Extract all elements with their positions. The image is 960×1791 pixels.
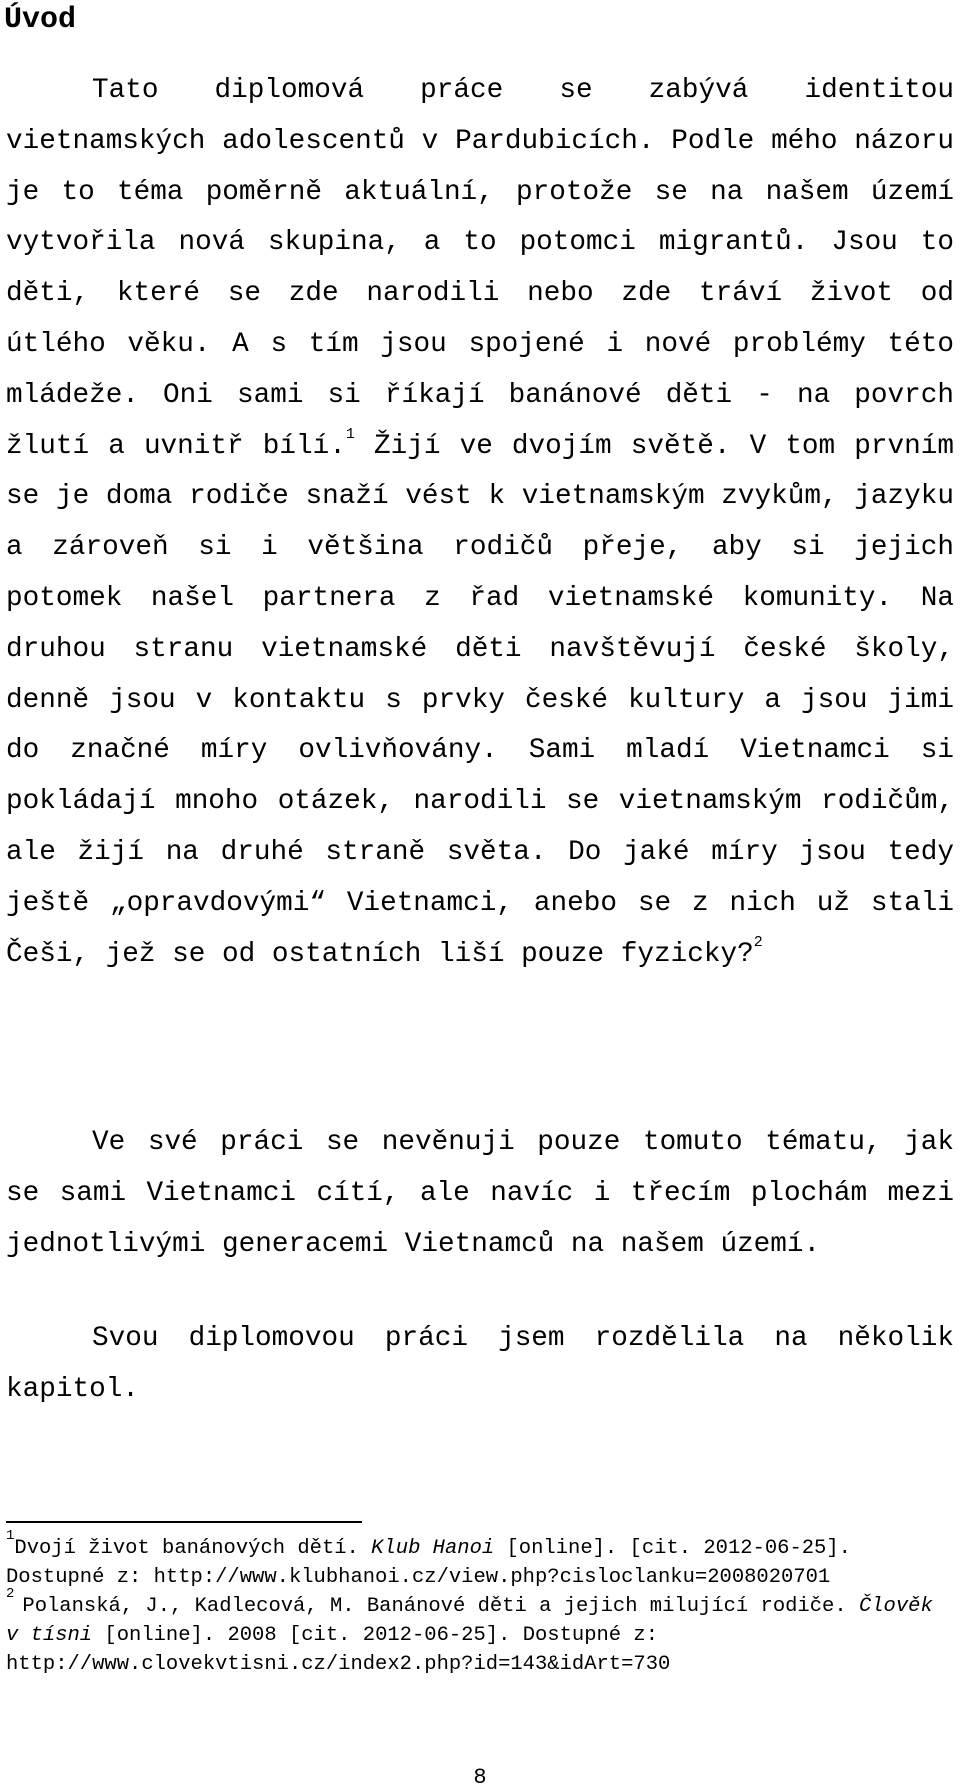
footnote-2-source-title: Člověk v tísni xyxy=(6,1595,933,1647)
footnote-1-number: 1 xyxy=(6,1528,15,1545)
footnote-2-citation[interactable]: [online]. 2008 [cit. 2012-06-25]. Dostupné z: http://www.clovekvtisni.cz/index2.php?id=143&idArt=730 xyxy=(6,1624,671,1676)
footnote-separator xyxy=(6,1521,362,1523)
footnote-1 xyxy=(6,1528,936,1592)
page-number: 8 xyxy=(473,1765,487,1790)
paragraph-1-text-b: Žijí ve dvojím světě. V tom prvním se je doma rodiče snaží vést k vietnamským zvykům, jazyku a zároveň si i většina rodičů přeje, aby si jejich potomek našel partnera z řad vietnamské komunity. Na druhou stranu vietnamské děti navštěvují české školy, denně jsou v kontaktu s prvky české kultury a jsou jimi do značné míry ovlivňovány. Sami mladí Vietnamci si pokládají mnoho otázek, narodili se vietnamským rodičům, ale žijí na druhé straně světa. Do jaké míry jsou tedy ještě „opravdovými“ Vietnamci, anebo se z nich už stali Češi, jež se od ostatních liší pouze fyzicky? xyxy=(6,430,954,970)
section-heading: Úvod xyxy=(4,3,77,37)
intro-paragraph-3: Svou diplomovou práci jsem rozdělila na několik kapitol. xyxy=(6,1323,954,1405)
footnotes-section xyxy=(6,1528,936,1679)
footnote-2 xyxy=(6,1586,936,1679)
intro-paragraph-1 xyxy=(6,66,954,980)
footnote-1-citation[interactable]: [online]. [cit. 2012-06-25]. Dostupné z: http://www.klubhanoi.cz/view.php?cisloclanku=2008020701 xyxy=(6,1537,851,1589)
footnote-1-text: Dvojí život banánových dětí. xyxy=(14,1537,372,1560)
footnote-reference-1[interactable]: 1 xyxy=(345,426,355,444)
footnote-1-source-title: Klub Hanoi xyxy=(371,1537,495,1560)
footnote-reference-2[interactable]: 2 xyxy=(753,934,763,952)
footnote-2-number: 2 xyxy=(6,1586,15,1603)
intro-paragraph-2: Ve své práci se nevěnuji pouze tomuto tématu, jak se sami Vietnamci cítí, ale navíc i třecím plochám mezi jednotlivými generacemi Vietnamců na našem území. xyxy=(6,1127,954,1260)
footnote-2-text: Polanská, J., Kadlecová, M. Banánové děti a jejich milující rodiče. xyxy=(22,1595,859,1618)
paragraph-1-text-a: Tato diplomová práce se zabývá identitou vietnamských adolescentů v Pardubicích. Podle mého názoru je to téma poměrně aktuální, protože se na našem území vytvořila nová skupina, a to potomci migrantů. Jsou to děti, které se zde narodili nebo zde tráví život od útlého věku. A s tím jsou spojené i nové problémy této mládeže. Oni sami si říkají banánové děti - na povrch žlutí a uvnitř bílí. xyxy=(6,75,954,462)
